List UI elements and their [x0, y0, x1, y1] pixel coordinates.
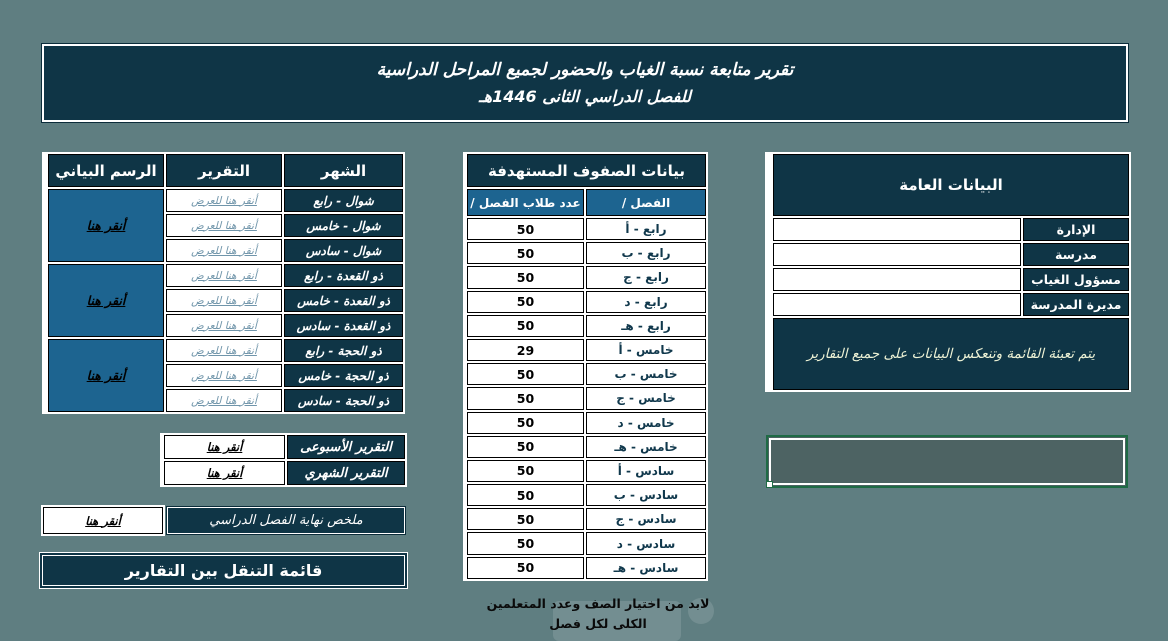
footer-instruction-line-1: لابد من اختيار الصف وعدد المتعلمين	[486, 596, 710, 611]
field-label-school: مدرسة	[1023, 243, 1129, 266]
column-header-month: الشهر	[284, 154, 403, 187]
title-line-2: للفصل الدراسي الثانى 1446هـ	[478, 87, 692, 106]
month-row-label: شوال - خامس	[284, 214, 403, 237]
class-name-cell[interactable]: رابع - أ	[586, 218, 706, 240]
report-cell	[166, 214, 282, 237]
month-row-label: ذو القعدة - سادس	[284, 314, 403, 337]
general-data-title: البيانات العامة	[773, 154, 1129, 216]
column-header-count: عدد طلاب الفصل /	[467, 189, 584, 216]
field-label-absence-officer: مسؤول الغياب	[1023, 268, 1129, 291]
class-name-cell[interactable]: خامس - هـ	[586, 436, 706, 458]
weekly-report-cell	[164, 435, 285, 459]
student-count-cell[interactable]: 50	[467, 363, 584, 385]
view-report-link[interactable]: أنقر هنا للعرض	[191, 319, 257, 332]
student-count-cell[interactable]: 50	[467, 291, 584, 313]
view-report-link[interactable]: أنقر هنا للعرض	[191, 219, 257, 232]
student-count-cell[interactable]: 50	[467, 218, 584, 240]
title-banner	[42, 44, 1128, 122]
month-row-label: ذو الحجة - رابع	[284, 339, 403, 362]
column-header-chart: الرسم البياني	[48, 154, 164, 187]
class-name-cell[interactable]: سادس - ب	[586, 484, 706, 506]
student-count-cell[interactable]: 50	[467, 460, 584, 482]
student-count-cell[interactable]: 50	[467, 315, 584, 337]
reports-navigation-banner: قائمة التنقل بين التقارير	[42, 555, 405, 586]
class-name-cell[interactable]: سادس - ج	[586, 508, 706, 530]
month-row-label: شوال - سادس	[284, 239, 403, 262]
field-label-principal: مديرة المدرسة	[1023, 293, 1129, 316]
student-count-cell[interactable]: 50	[467, 484, 584, 506]
general-data-note: يتم تعبئة القائمة وتنعكس البيانات على جميع التقارير	[773, 318, 1129, 390]
monthly-report-cell	[164, 461, 285, 485]
class-name-cell[interactable]: رابع - ب	[586, 242, 706, 264]
report-cell	[166, 389, 282, 412]
view-report-link[interactable]: أنقر هنا للعرض	[191, 194, 257, 207]
footer-instruction-line-2: الكلى لكل فصل	[549, 616, 647, 631]
column-header-class: الفصل /	[586, 189, 706, 216]
report-cell	[166, 239, 282, 262]
monthly-report-label: التقرير الشهري	[287, 461, 405, 485]
column-header-report: التقرير	[166, 154, 282, 187]
input-absence-officer[interactable]	[773, 268, 1021, 291]
weekly-report-link[interactable]: أنقر هنا	[206, 440, 243, 454]
class-name-cell[interactable]: سادس - د	[586, 532, 706, 554]
report-cell	[166, 314, 282, 337]
report-cell	[166, 264, 282, 287]
student-count-cell[interactable]: 50	[467, 266, 584, 288]
class-name-cell[interactable]: خامس - ب	[586, 363, 706, 385]
report-cell	[166, 339, 282, 362]
target-classes-table	[463, 152, 708, 581]
class-name-cell[interactable]: خامس - د	[586, 412, 706, 434]
view-report-link[interactable]: أنقر هنا للعرض	[191, 344, 257, 357]
weekly-report-label: التقرير الأسبوعى	[287, 435, 405, 459]
student-count-cell[interactable]: 50	[467, 242, 584, 264]
student-count-cell[interactable]: 50	[467, 557, 584, 579]
chart-cell-dhul-hijjah	[48, 339, 164, 412]
chart-cell-shawwal	[48, 189, 164, 262]
student-count-cell[interactable]: 50	[467, 436, 584, 458]
class-name-cell[interactable]: رابع - هـ	[586, 315, 706, 337]
student-count-cell[interactable]: 50	[467, 508, 584, 530]
monthly-reports-table	[42, 152, 405, 414]
student-count-cell[interactable]: 50	[467, 532, 584, 554]
view-report-link[interactable]: أنقر هنا للعرض	[191, 394, 257, 407]
class-name-cell[interactable]: خامس - ج	[586, 387, 706, 409]
title-line-1: تقرير متابعة نسبة الغياب والحضور لجميع المراحل الدراسية	[376, 60, 794, 80]
selected-cell-range[interactable]	[766, 435, 1128, 488]
selection-border	[769, 438, 1125, 485]
semester-summary-label: ملخص نهاية الفصل الدراسي	[167, 507, 405, 534]
view-report-link[interactable]: أنقر هنا للعرض	[191, 369, 257, 382]
chart-cell-dhul-qadah	[48, 264, 164, 337]
class-name-cell[interactable]: سادس - هـ	[586, 557, 706, 579]
field-label-administration: الإدارة	[1023, 218, 1129, 241]
fill-handle[interactable]	[766, 481, 773, 488]
chart-link[interactable]: أنقر هنا	[86, 293, 126, 308]
view-report-link[interactable]: أنقر هنا للعرض	[191, 294, 257, 307]
view-report-link[interactable]: أنقر هنا للعرض	[191, 244, 257, 257]
student-count-cell[interactable]: 50	[467, 412, 584, 434]
month-row-label: ذو الحجة - خامس	[284, 364, 403, 387]
student-count-cell[interactable]: 29	[467, 339, 584, 361]
month-row-label: ذو القعدة - رابع	[284, 264, 403, 287]
month-row-label: ذو الحجة - سادس	[284, 389, 403, 412]
report-cell	[166, 289, 282, 312]
report-cell	[166, 189, 282, 212]
month-row-label: ذو القعدة - خامس	[284, 289, 403, 312]
month-row-label: شوال - رابع	[284, 189, 403, 212]
monthly-report-link[interactable]: أنقر هنا	[206, 466, 243, 480]
quick-reports-panel	[160, 433, 407, 487]
class-name-cell[interactable]: سادس - أ	[586, 460, 706, 482]
input-administration[interactable]	[773, 218, 1021, 241]
class-name-cell[interactable]: رابع - د	[586, 291, 706, 313]
student-count-cell[interactable]: 50	[467, 387, 584, 409]
general-data-panel	[765, 152, 1131, 392]
report-cell	[166, 364, 282, 387]
semester-summary-cell	[43, 507, 163, 534]
chart-link[interactable]: أنقر هنا	[86, 368, 126, 383]
view-report-link[interactable]: أنقر هنا للعرض	[191, 269, 257, 282]
class-name-cell[interactable]: رابع - ج	[586, 266, 706, 288]
classes-table-title: بيانات الصفوف المستهدفة	[467, 154, 706, 187]
footer-instruction	[448, 594, 748, 634]
semester-summary-link[interactable]: أنقر هنا	[85, 513, 121, 528]
class-name-cell[interactable]: خامس - أ	[586, 339, 706, 361]
input-principal[interactable]	[773, 293, 1021, 316]
chart-link[interactable]: أنقر هنا	[86, 218, 126, 233]
input-school[interactable]	[773, 243, 1021, 266]
